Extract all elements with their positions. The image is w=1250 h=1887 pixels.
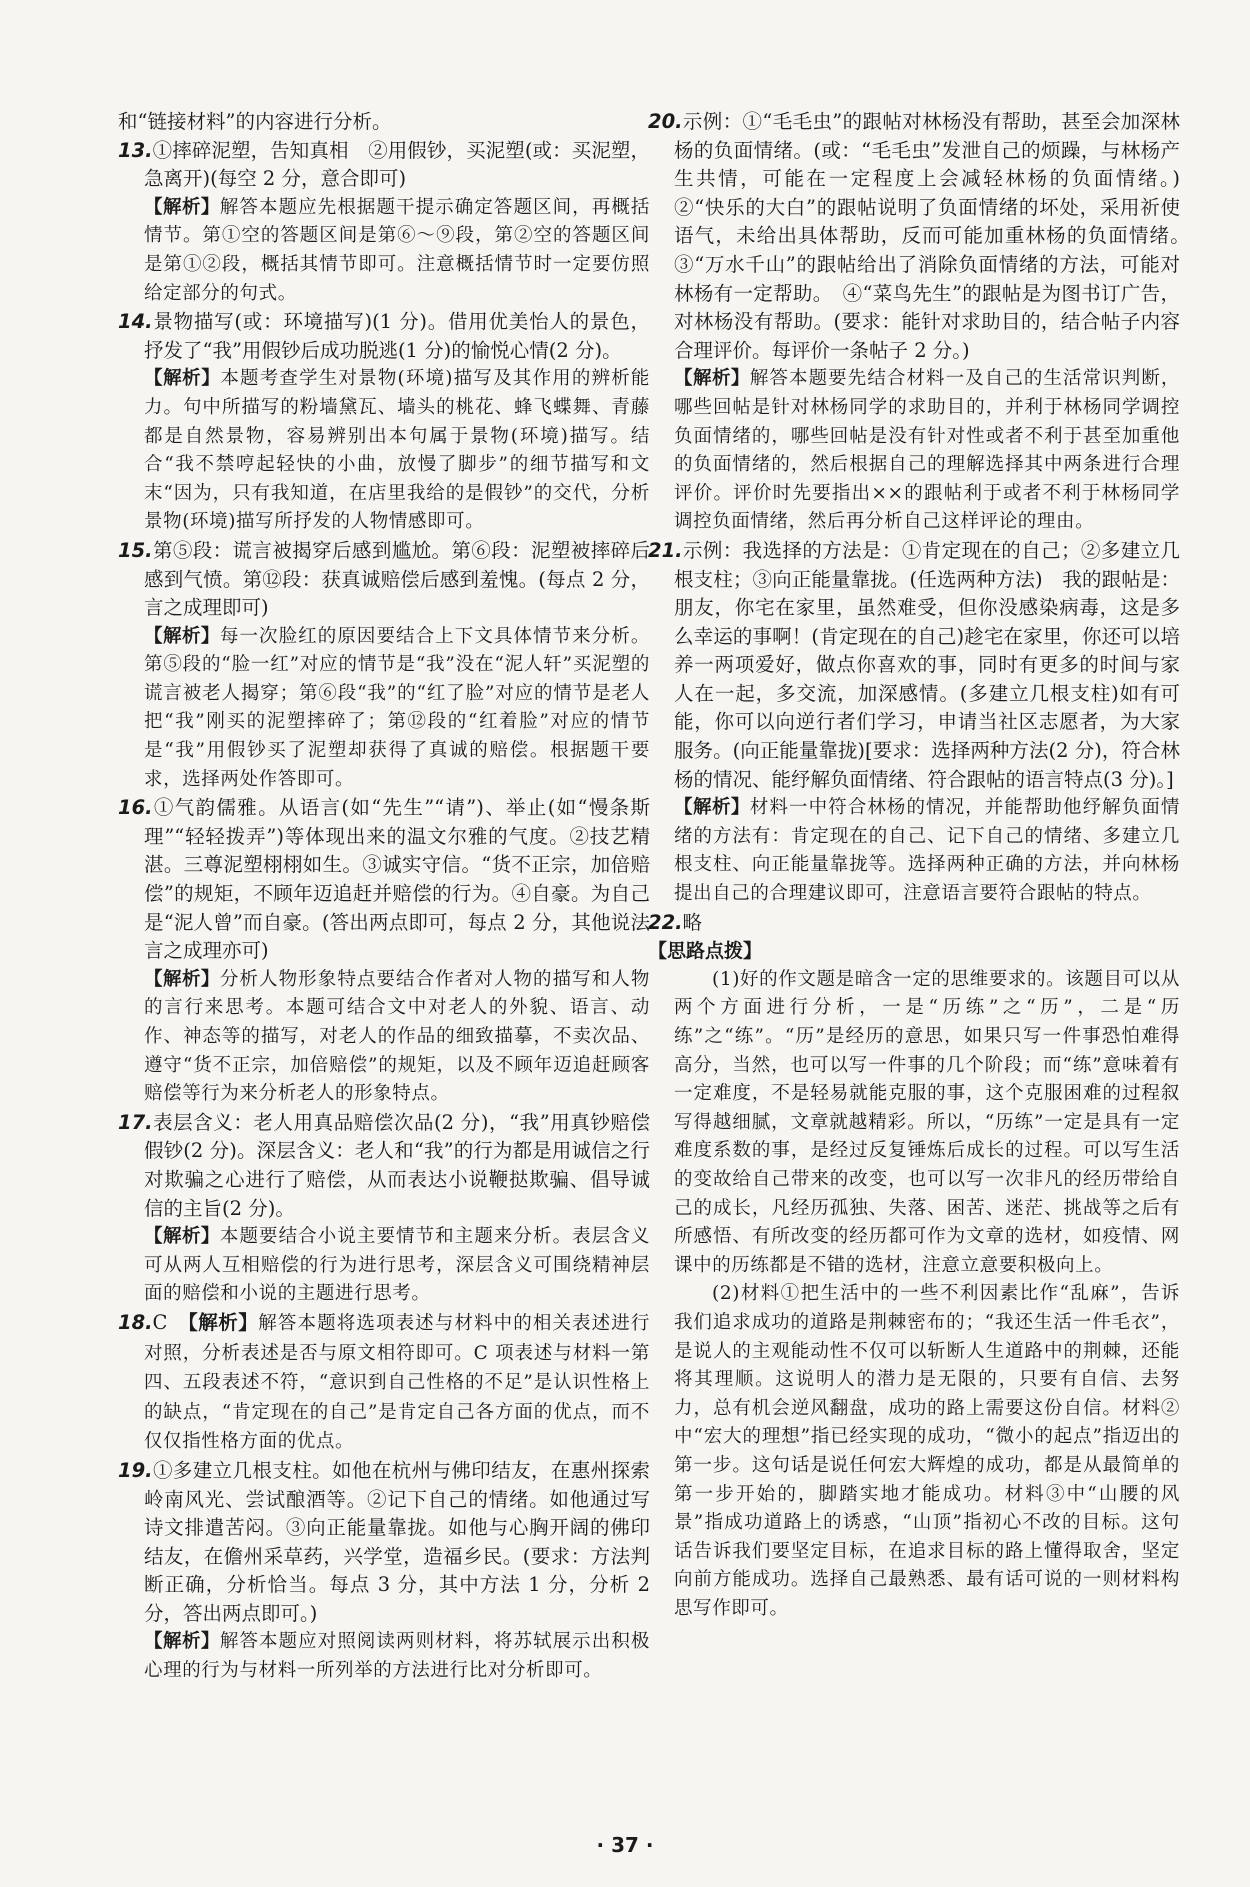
analysis-text: 分析人物形象特点要结合作者对人物的描写和人物的言行来思考。本题可结合文中对老人的外貌、语言、动作、神态等的描写，对老人的作品的细致描摹，不卖次品、遵守“货不正宗，加倍赔偿”的规矩，以及不顾年迈追赶顾客赔偿等行为来分析老人的形象特点。 <box>144 968 650 1105</box>
answer-17 <box>118 1109 650 1223</box>
analysis-14 <box>118 365 650 537</box>
question-number: 21. <box>648 538 683 562</box>
answer-22 <box>648 909 1180 938</box>
analysis-tag: 【解析】 <box>144 196 220 218</box>
analysis-text: 解答本题应先根据题干提示确定答题区间，再概括情节。第①空的答题区间是第⑥～⑨段，第②空的答题区间是第①②段，概括其情节即可。注意概括情节时一定要仿照给定部分的句式。 <box>144 196 650 304</box>
question-14 <box>118 308 650 537</box>
question-number: 22. <box>648 910 683 934</box>
analysis-21 <box>648 794 1180 908</box>
left-column <box>118 108 650 1686</box>
right-column <box>648 108 1200 1623</box>
thinking-tips-paragraph-2: (2)材料①把生活中的一些不利因素比作“乱麻”，告诉我们追求成功的道路是荆棘密布的；“我还生活一件毛衣”，是说人的主观能动性不仅可以斩断人生道路中的荆棘，还能将其理顺。这说明人的潜力是无限的，只要有自信、去努力，总有机会逆风翻盘，成功的路上需要这份自信。材料②中“宏大的理想”指已经实现的成功，“微小的起点”指迈出的第一步。这句话是说任何宏大辉煌的成功，都是从最简单的第一步开始的，脚踏实地才能成功。材料③中“山腰的风景”指成功道路上的诱惑，“山顶”指初心不改的目标。这句话告诉我们要坚定目标，在追求目标的路上懂得取舍，坚定向前方能成功。选择自己最熟悉、最有话可说的一则材料构思写作即可。 <box>674 1283 1180 1619</box>
question-number: 16. <box>118 796 153 820</box>
question-number: 18. <box>118 1310 153 1334</box>
answer-18 <box>118 1309 650 1457</box>
answer-text: ①气韵儒雅。从语言(如“先生”“请”)、举止(如“慢条斯理”“轻轻拨弄”)等体现出来的温文尔雅的气度。②技艺精湛。三尊泥塑栩栩如生。③诚实守信。“货不正宗，加倍赔偿”的规矩，不顾年迈追赶并赔偿的行为。④自豪。为自己是“泥人曾”而自豪。(答出两点即可，每点 2 分，其他说法言之成理亦可) <box>144 796 650 963</box>
intro-line: 和“链接材料”的内容进行分析。 <box>118 110 392 133</box>
thinking-tips-heading: 【思路点拨】 <box>648 940 763 963</box>
question-16 <box>118 794 650 1109</box>
question-17 <box>118 1109 650 1309</box>
answer-19 <box>118 1457 650 1629</box>
answer-13 <box>118 137 650 194</box>
analysis-tag: 【解析】 <box>144 1631 220 1653</box>
analysis-16 <box>118 966 650 1109</box>
question-20 <box>648 108 1200 537</box>
question-21 <box>648 537 1180 909</box>
question-number: 14. <box>118 310 153 334</box>
analysis-tag: 【解析】 <box>674 797 750 819</box>
analysis-text: 每一次脸红的原因要结合上下文具体情节来分析。第⑤段的“脸一红”对应的情节是“我”没在“泥人轩”买泥塑的谎言被老人揭穿；第⑥段“我”的“红了脸”对应的情节是老人把“我”刚买的泥塑摔碎了；第⑫段的“红着脸”对应的情节是“我”用假钞买了泥塑却获得了真诚的赔偿。根据题干要求，选择两处作答即可。 <box>144 625 650 790</box>
analysis-tag: 【解析】 <box>144 625 220 647</box>
analysis-text: 本题考查学生对景物(环境)描写及其作用的辨析能力。句中所描写的粉墙黛瓦、墙头的桃花、蜂飞蝶舞、青藤都是自然景物，容易辨别出本句属于景物(环境)描写。结合“我不禁哼起轻快的小曲，放慢了脚步”的细节描写和文末“因为，只有我知道，在店里我给的是假钞”的交代，分析景物(环境)描写所抒发的人物情感即可。 <box>144 368 650 533</box>
answer-text: 略 <box>682 910 703 934</box>
question-number: 15. <box>118 538 153 562</box>
answer-text: ①摔碎泥塑，告知真相 ②用假钞，买泥塑(或：买泥塑，急离开)(每空 2 分，意合即可) <box>144 138 650 191</box>
question-18 <box>118 1309 650 1457</box>
analysis-19 <box>118 1628 650 1685</box>
answer-text: 表层含义：老人用真品赔偿次品(2 分)，“我”用真钞赔偿假钞(2 分)。深层含义：老人和“我”的行为都是用诚信之行对欺骗之心进行了赔偿，从而表达小说鞭挞欺骗、倡导诚信的主旨(2 分)。 <box>144 1110 650 1220</box>
analysis-tag: 【解析】 <box>188 1310 259 1334</box>
question-number: 19. <box>118 1458 153 1482</box>
analysis-tag: 【解析】 <box>674 368 750 390</box>
question-19 <box>118 1457 650 1686</box>
page-number: · 37 · <box>596 1833 654 1857</box>
question-number: 20. <box>648 110 683 133</box>
thinking-tips-paragraph-1: (1)好的作文题是暗含一定的思维要求的。该题目可以从两个方面进行分析，一是“历练”之“历”，二是“历练”之“练”。“历”是经历的意思，如果只写一件事恐怕难得高分，当然，也可以写一件事的几个阶段；而“练”意味着有一定难度，不是轻易就能克服的事，这个克服困难的过程叙写得越细腻，文章就越精彩。所以，“历练”一定是具有一定难度系数的事，是经过反复锤炼后成长的过程。可以写生活的变故给自己带来的改变，也可以写一次非凡的经历带给自己的成长，凡经历孤独、失落、困苦、迷茫、挑战等之后有所感悟、有所改变的经历都可作为文章的选材，如疫情、网课中的历练都是不错的选材，注意立意要积极向上。 <box>674 968 1180 1276</box>
analysis-tag: 【解析】 <box>144 368 221 390</box>
analysis-17 <box>118 1223 650 1309</box>
analysis-text: 解答本题要先结合材料一及自己的生活常识判断，哪些回帖是针对林杨同学的求助目的，并利于林杨同学调控负面情绪的，哪些回帖是没有针对性或者不利于甚至加重他的负面情绪的，然后根据自己的理解选择其中两条进行合理评价。评价时先要指出××的跟帖利于或者不利于林杨同学调控负面情绪，然后再分析自己这样评论的理由。 <box>674 368 1180 533</box>
answer-text: 景物描写(或：环境描写)(1 分)。借用优美怡人的景色，抒发了“我”用假钞后成功脱逃(1 分)的愉悦心情(2 分)。 <box>144 310 650 362</box>
question-number: 13. <box>118 138 153 162</box>
answer-20 <box>648 108 1200 365</box>
analysis-text: 本题要结合小说主要情节和主题来分析。表层含义可从两人互相赔偿的行为进行思考，深层含义可围绕精神层面的赔偿和小说的主题进行思考。 <box>144 1226 650 1305</box>
analysis-text: 材料一中符合林杨的情况，并能帮助他纾解负面情绪的方法有：肯定现在的自己、记下自己的情绪、多建立几根支柱、向正能量靠拢等。选择两种正确的方法，并向林杨提出自己的合理建议即可，注意语言要符合跟帖的特点。 <box>674 797 1180 905</box>
analysis-13 <box>118 194 650 308</box>
analysis-text: 解答本题应对照阅读两则材料，将苏轼展示出积极心理的行为与材料一所列举的方法进行比对分析即可。 <box>144 1631 650 1682</box>
answer-text: 第⑤段：谎言被揭穿后感到尴尬。第⑥段：泥塑被摔碎后感到气愤。第⑫段：获真诚赔偿后感到羞愧。(每点 2 分，言之成理即可) <box>144 538 650 620</box>
question-13 <box>118 137 650 309</box>
answer-text: 示例：①“毛毛虫”的跟帖对林杨没有帮助，甚至会加深林杨的负面情绪。(或：“毛毛虫”发泄自己的烦躁，与林杨产生共情，可能在一定程度上会减轻林杨的负面情绪。) ②“快乐的大白”的跟帖说明了负面情绪的坏处，采用祈使语气，未给出具体帮助，反而可能加重林杨的负面情绪。 ③“万水千山”的跟帖给出了消除负面情绪的方法，可能对林杨有一定帮助。 ④“菜鸟先生”的跟帖是为图书订广告，对林杨没有帮助。(要求：能针对求助目的，结合帖子内容合理评价。每评价一条帖子 2 分。) <box>674 110 1200 362</box>
answer-16 <box>118 794 650 966</box>
answer-15 <box>118 537 650 623</box>
analysis-20 <box>648 365 1180 537</box>
answer-text: ①多建立几根支柱。如他在杭州与佛印结友，在惠州探索岭南风光、尝试酿酒等。②记下自己的情绪。如他通过写诗文排遣苦闷。③向正能量靠拢。如他与心胸开阔的佛印结友，在儋州采草药，兴学堂，造福乡民。(要求：方法判断正确，分析恰当。每点 3 分，其中方法 1 分，分析 2 分，答出两点即可。) <box>144 1458 650 1625</box>
question-15 <box>118 537 650 794</box>
answer-14 <box>118 308 650 365</box>
answer-text: C <box>152 1310 168 1334</box>
answer-21 <box>648 537 1180 794</box>
question-number: 17. <box>118 1110 153 1134</box>
analysis-tag: 【解析】 <box>144 968 220 990</box>
analysis-tag: 【解析】 <box>144 1226 220 1248</box>
answer-text: 示例：我选择的方法是：①肯定现在的自己；②多建立几根支柱；③向正能量靠拢。(任选两种方法) 我的跟帖是：朋友，你宅在家里，虽然难受，但你没感染病毒，这是多么幸运的事啊！(肯定现在的自己)趁宅在家里，你还可以培养一两项爱好，做点你喜欢的事，同时有更多的时间与家人在一起，多交流，加深感情。(多建立几根支柱)如有可能，你可以向逆行者们学习，申请当社区志愿者，为大家服务。(向正能量靠拢)[要求：选择两种方法(2 分)，符合林杨的情况、能纾解负面情绪、符合跟帖的语言特点(3 分)。] <box>674 538 1180 791</box>
analysis-text: 解答本题将选项表述与材料中的相关表述进行对照，分析表述是否与原文相符即可。C 项表述与材料一第四、五段表述不符，“意识到自己性格的不足”是认识性格上的缺点，“肯定现在的自己”是肯定自己各方面的优点，而不仅仅指性格方面的优点。 <box>144 1312 650 1453</box>
analysis-15 <box>118 623 650 795</box>
question-22 <box>648 909 1180 1624</box>
